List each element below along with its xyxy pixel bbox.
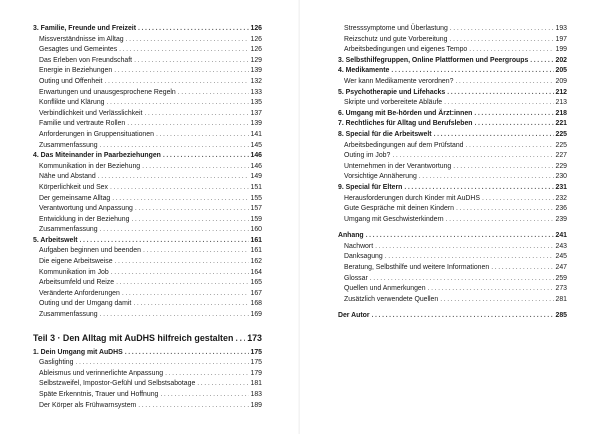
dot-leader: [440, 295, 553, 306]
toc-entry: [338, 98, 567, 109]
toc-entry-title: Glossar: [344, 274, 368, 282]
dot-leader: [530, 56, 553, 67]
toc-page-number: 165: [250, 279, 262, 287]
toc-entry: [33, 130, 262, 141]
toc-chapter-heading: [338, 56, 567, 67]
dot-leader: [428, 284, 554, 295]
toc-page-number: 159: [250, 215, 262, 223]
toc-page-number: 167: [250, 289, 262, 297]
toc-page-number: 209: [555, 77, 567, 85]
toc-chapter-heading: [338, 119, 567, 130]
toc-entry: [338, 263, 567, 274]
toc-chapter-heading: [338, 66, 567, 77]
dot-leader: [100, 310, 249, 321]
toc-page-number: 141: [250, 130, 262, 138]
toc-entry-title: Missverständnisse im Alltag: [39, 35, 124, 43]
toc-entry-title: Veränderte Anforderungen: [39, 289, 120, 297]
toc-chapter-heading: [338, 183, 567, 194]
dot-leader: [98, 172, 249, 183]
toc-entry-title: Die eigene Arbeitsweise: [39, 258, 113, 266]
dot-leader: [392, 151, 553, 162]
toc-entry-title: 4. Das Miteinander in Paarbeziehungen: [33, 152, 161, 160]
toc-entry-title: Zusätzlich verwendete Quellen: [344, 295, 439, 303]
toc-chapter-heading: [33, 24, 262, 35]
toc-entry-title: Umgang mit Geschwisterkindern: [344, 215, 444, 223]
toc-entry: [338, 242, 567, 253]
toc-page-number: 218: [555, 109, 567, 117]
toc-entry: [33, 204, 262, 215]
dot-leader: [80, 236, 249, 247]
toc-entry-title: Teil 3 · Den Alltag mit AuDHS hilfreich gestalten: [33, 332, 234, 343]
toc-entry: [338, 162, 567, 173]
dot-leader: [160, 390, 248, 401]
toc-page-number: 273: [555, 285, 567, 293]
toc-page-number: 193: [555, 25, 567, 32]
toc-page-number: 245: [555, 253, 567, 261]
toc-entry-title: Outing und Offenheit: [39, 77, 103, 85]
dot-leader: [449, 35, 553, 46]
dot-leader: [119, 45, 248, 56]
toc-page-number: 146: [250, 162, 262, 170]
dot-leader: [453, 162, 553, 173]
toc-entry: [33, 77, 262, 88]
toc-page-number: 146: [250, 152, 262, 160]
toc-chapter-heading: [33, 236, 262, 247]
toc-page-number: 126: [250, 35, 262, 43]
toc-entry-title: 3. Familie, Freunde und Freizeit: [33, 25, 136, 32]
toc-entry: [33, 66, 262, 77]
toc-page-number: 183: [250, 391, 262, 398]
toc-entry-title: Kommunikation im Job: [39, 268, 109, 276]
dot-leader: [446, 215, 554, 226]
dot-leader: [444, 98, 553, 109]
dot-leader: [107, 98, 249, 109]
toc-entry: [338, 215, 567, 226]
toc-page-number: 145: [250, 141, 262, 149]
toc-page-number: 225: [555, 141, 567, 149]
toc-entry: [33, 194, 262, 205]
toc-entry-title: Vorsichtige Annäherung: [344, 173, 417, 181]
toc-entry: [33, 278, 262, 289]
dot-leader: [235, 329, 245, 347]
toc-entry-title: Reizschutz und gute Vorbereitung: [344, 35, 448, 43]
toc-entry: [338, 295, 567, 306]
toc-chapter-heading: [338, 109, 567, 120]
toc-entry-title: 5. Psychotherapie und Lifehacks: [338, 88, 446, 96]
toc-entry: [338, 194, 567, 205]
toc-page-number: 189: [250, 401, 262, 409]
dot-leader: [455, 77, 553, 88]
dot-leader: [114, 66, 248, 77]
dot-leader: [110, 183, 249, 194]
dot-leader: [456, 204, 554, 215]
toc-entry-title: Familie und vertraute Rollen: [39, 120, 126, 128]
toc-page-number: 133: [250, 88, 262, 96]
toc-page-number: 175: [250, 359, 262, 367]
toc-entry-title: Energie in Beziehungen: [39, 67, 113, 75]
toc-entry-title: Nachwort: [344, 242, 374, 250]
toc-entry-title: Quellen und Anmerkungen: [344, 285, 426, 293]
toc-entry-title: Outing und der Umgang damit: [39, 300, 132, 308]
dot-leader: [404, 183, 553, 194]
toc-entry: [33, 56, 262, 67]
toc-page-number: 169: [250, 311, 262, 319]
dot-leader: [385, 252, 554, 263]
toc-entry-title: Gute Gespräche mit deinen Kindern: [344, 205, 454, 213]
toc-page-number: 232: [555, 194, 567, 202]
toc-page-number: 175: [250, 348, 262, 356]
toc-page-number: 160: [250, 226, 262, 234]
toc-entry-title: Späte Erkenntnis, Trauer und Hoffnung: [39, 391, 159, 398]
dot-leader: [125, 348, 249, 359]
toc-entry: [33, 98, 262, 109]
dot-leader: [138, 24, 249, 35]
toc-entry: [33, 379, 262, 390]
dot-leader: [115, 257, 249, 268]
toc-page-number: 243: [555, 242, 567, 250]
toc-entry: [33, 289, 262, 300]
toc-entry-title: Zusammenfassung: [39, 141, 98, 149]
toc-entry-title: Der Körper als Frühwarnsystem: [39, 401, 137, 409]
dot-leader: [143, 246, 249, 257]
dot-leader: [104, 77, 248, 88]
toc-entry: [338, 172, 567, 183]
toc-entry-title: Körperlichkeit und Sex: [39, 183, 108, 191]
toc-page-number: 213: [555, 99, 567, 107]
toc-page-number: 161: [250, 236, 262, 244]
dot-leader: [134, 56, 248, 67]
dot-leader: [419, 172, 554, 183]
toc-entry-title: Anforderungen in Gruppensituationen: [39, 130, 154, 138]
toc-chapter-heading: [33, 348, 262, 359]
toc-page-number: 164: [250, 268, 262, 276]
toc-chapter-heading: [338, 231, 567, 242]
toc-entry-title: Das Erleben von Freundschaft: [39, 56, 133, 64]
toc-entry: [33, 390, 262, 401]
toc-page-number: 221: [555, 120, 567, 128]
toc-page-number: 168: [250, 300, 262, 308]
toc-entry: [33, 257, 262, 268]
dot-leader: [469, 45, 553, 56]
dot-leader: [366, 231, 554, 242]
toc-page-number: 202: [555, 56, 567, 64]
toc-entry-title: Danksagung: [344, 253, 383, 261]
toc-page-number: 231: [555, 183, 567, 191]
dot-leader: [197, 379, 248, 390]
toc-entry-title: Herausforderungen durch Kinder mit AuDHS: [344, 194, 480, 202]
toc-entry-title: Gesagtes und Gemeintes: [39, 46, 118, 54]
toc-page-number: 162: [250, 258, 262, 266]
right-page: [300, 0, 600, 434]
dot-leader: [156, 130, 249, 141]
toc-page-number: 179: [250, 369, 262, 377]
toc-page-number: 161: [250, 247, 262, 255]
toc-part-heading: [33, 329, 262, 347]
toc-entry-title: Nähe und Abstand: [39, 173, 96, 181]
dot-leader: [144, 109, 248, 120]
toc-list-right: [338, 24, 567, 322]
toc-entry-title: Beratung, Selbsthilfe und weitere Informationen: [344, 264, 490, 272]
toc-entry: [338, 35, 567, 46]
toc-page-number: 135: [250, 99, 262, 107]
toc-page-number: 239: [555, 215, 567, 223]
toc-entry: [33, 310, 262, 321]
toc-page-number: 157: [250, 205, 262, 213]
toc-page-number: 247: [555, 264, 567, 272]
toc-page-number: 212: [555, 88, 567, 96]
toc-entry: [33, 162, 262, 173]
toc-entry-title: 1. Dein Umgang mit AuDHS: [33, 348, 123, 356]
dot-leader: [370, 274, 554, 285]
toc-entry: [33, 225, 262, 236]
toc-entry-title: Unternehmen in der Verantwortung: [344, 162, 452, 170]
dot-leader: [466, 141, 554, 152]
dot-leader: [165, 369, 248, 380]
toc-entry-title: 5. Arbeitswelt: [33, 236, 78, 244]
toc-entry: [338, 141, 567, 152]
toc-page-number: 149: [250, 173, 262, 181]
dot-leader: [126, 35, 249, 46]
toc-page-number: 225: [555, 130, 567, 138]
toc-entry-title: Outing im Job?: [344, 152, 391, 160]
toc-entry: [33, 35, 262, 46]
dot-leader: [450, 24, 554, 35]
toc-page-number: 151: [250, 183, 262, 191]
dot-leader: [142, 162, 248, 173]
dot-leader: [434, 130, 554, 141]
toc-list-left: [33, 24, 262, 411]
toc-page-number: 181: [250, 380, 262, 388]
toc-page-number: 259: [555, 274, 567, 282]
toc-entry: [33, 119, 262, 130]
dot-leader: [75, 358, 248, 369]
toc-entry: [33, 141, 262, 152]
toc-entry-title: Anhang: [338, 232, 364, 240]
dot-leader: [133, 299, 248, 310]
toc-entry: [338, 151, 567, 162]
toc-entry-title: Arbeitsbedingungen und eigenes Tempo: [344, 46, 468, 54]
toc-entry-title: 9. Special für Eltern: [338, 183, 403, 191]
toc-page-number: 129: [250, 56, 262, 64]
toc-entry: [338, 284, 567, 295]
toc-entry-title: 3. Selbsthilfegruppen, Online Plattformen und Peergroups: [338, 56, 529, 64]
toc-entry-title: Verbindlichkeit und Verlässlichkeit: [39, 109, 143, 117]
toc-page-number: 139: [250, 67, 262, 75]
toc-entry-title: Entwicklung in der Beziehung: [39, 215, 130, 223]
toc-page-number: 230: [555, 173, 567, 181]
toc-entry-title: Gaslighting: [39, 359, 74, 367]
dot-leader: [375, 242, 553, 253]
toc-entry-title: Kommunikation in der Beziehung: [39, 162, 141, 170]
toc-entry: [338, 77, 567, 88]
dot-leader: [131, 215, 248, 226]
toc-entry: [338, 252, 567, 263]
toc-entry-title: Aufgaben beginnen und beenden: [39, 247, 141, 255]
toc-entry: [33, 369, 262, 380]
toc-entry: [33, 401, 262, 412]
dot-leader: [111, 268, 249, 279]
dot-leader: [391, 66, 553, 77]
toc-entry: [33, 183, 262, 194]
toc-page-number: 173: [247, 332, 262, 343]
toc-entry: [33, 88, 262, 99]
toc-page-number: 139: [250, 120, 262, 128]
toc-page-number: 199: [555, 46, 567, 54]
toc-page-number: 137: [250, 109, 262, 117]
toc-entry-title: 7. Rechtliches für Alltag und Berufsleben: [338, 120, 473, 128]
toc-entry-title: Wer kann Medikamente verordnen?: [344, 77, 454, 85]
toc-entry-title: Konflikte und Klärung: [39, 99, 105, 107]
toc-entry-title: 8. Special für die Arbeitswelt: [338, 130, 432, 138]
toc-chapter-heading: [338, 130, 567, 141]
toc-entry-title: Skripte und vorbereitete Abläufe: [344, 99, 443, 107]
toc-entry-title: Zusammenfassung: [39, 226, 98, 234]
toc-entry: [338, 274, 567, 285]
toc-entry-title: Der gemeinsame Alltag: [39, 194, 111, 202]
dot-leader: [100, 225, 249, 236]
dot-leader: [475, 119, 554, 130]
dot-leader: [372, 311, 554, 322]
toc-entry-title: Erwartungen und unausgesprochene Regeln: [39, 88, 176, 96]
toc-entry-title: Zusammenfassung: [39, 311, 98, 319]
toc-entry: [33, 109, 262, 120]
toc-page-number: 132: [250, 77, 262, 85]
toc-entry-title: Arbeitsumfeld und Reize: [39, 279, 115, 287]
toc-page-number: 227: [555, 152, 567, 160]
toc-entry: [338, 24, 567, 35]
toc-entry: [33, 268, 262, 279]
dot-leader: [491, 263, 553, 274]
dot-leader: [135, 204, 249, 215]
toc-entry-title: 4. Medikamente: [338, 67, 390, 75]
toc-entry-title: 6. Umgang mit Be-hörden und Ärzt:innen: [338, 109, 473, 117]
toc-entry-title: Verantwortung und Anpassung: [39, 205, 133, 213]
toc-entry: [338, 45, 567, 56]
dot-leader: [122, 289, 249, 300]
toc-entry-title: Stresssymptome und Überlastung: [344, 25, 448, 32]
toc-chapter-heading: [338, 311, 567, 322]
toc-entry: [33, 45, 262, 56]
dot-leader: [178, 88, 249, 99]
toc-page-number: 126: [250, 46, 262, 54]
dot-leader: [163, 151, 249, 162]
toc-page-number: 155: [250, 194, 262, 202]
toc-entry-title: Selbstzweifel, Impostor-Gefühl und Selbstsabotage: [39, 380, 196, 388]
toc-entry-title: Der Autor: [338, 312, 370, 320]
toc-chapter-heading: [33, 151, 262, 162]
dot-leader: [447, 88, 553, 99]
dot-leader: [112, 194, 248, 205]
toc-page-number: 205: [555, 67, 567, 75]
toc-entry: [33, 358, 262, 369]
toc-page-number: 285: [555, 312, 567, 320]
toc-entry: [33, 299, 262, 310]
toc-page-number: 197: [555, 35, 567, 43]
toc-chapter-heading: [338, 88, 567, 99]
toc-entry: [33, 246, 262, 257]
dot-leader: [116, 278, 248, 289]
toc-page-number: 229: [555, 162, 567, 170]
dot-leader: [138, 401, 248, 412]
toc-page-number: 236: [555, 205, 567, 213]
toc-entry-title: Arbeitsbedingungen auf dem Prüfstand: [344, 141, 464, 149]
toc-entry: [33, 172, 262, 183]
toc-page-number: 241: [555, 232, 567, 240]
toc-page-number: 126: [250, 25, 262, 32]
toc-entry-title: Ableismus und verinnerlichte Anpassung: [39, 369, 164, 377]
toc-page-number: 281: [555, 295, 567, 303]
toc-entry: [33, 215, 262, 226]
dot-leader: [482, 194, 554, 205]
dot-leader: [100, 141, 249, 152]
dot-leader: [474, 109, 553, 120]
toc-entry: [338, 204, 567, 215]
dot-leader: [127, 119, 248, 130]
